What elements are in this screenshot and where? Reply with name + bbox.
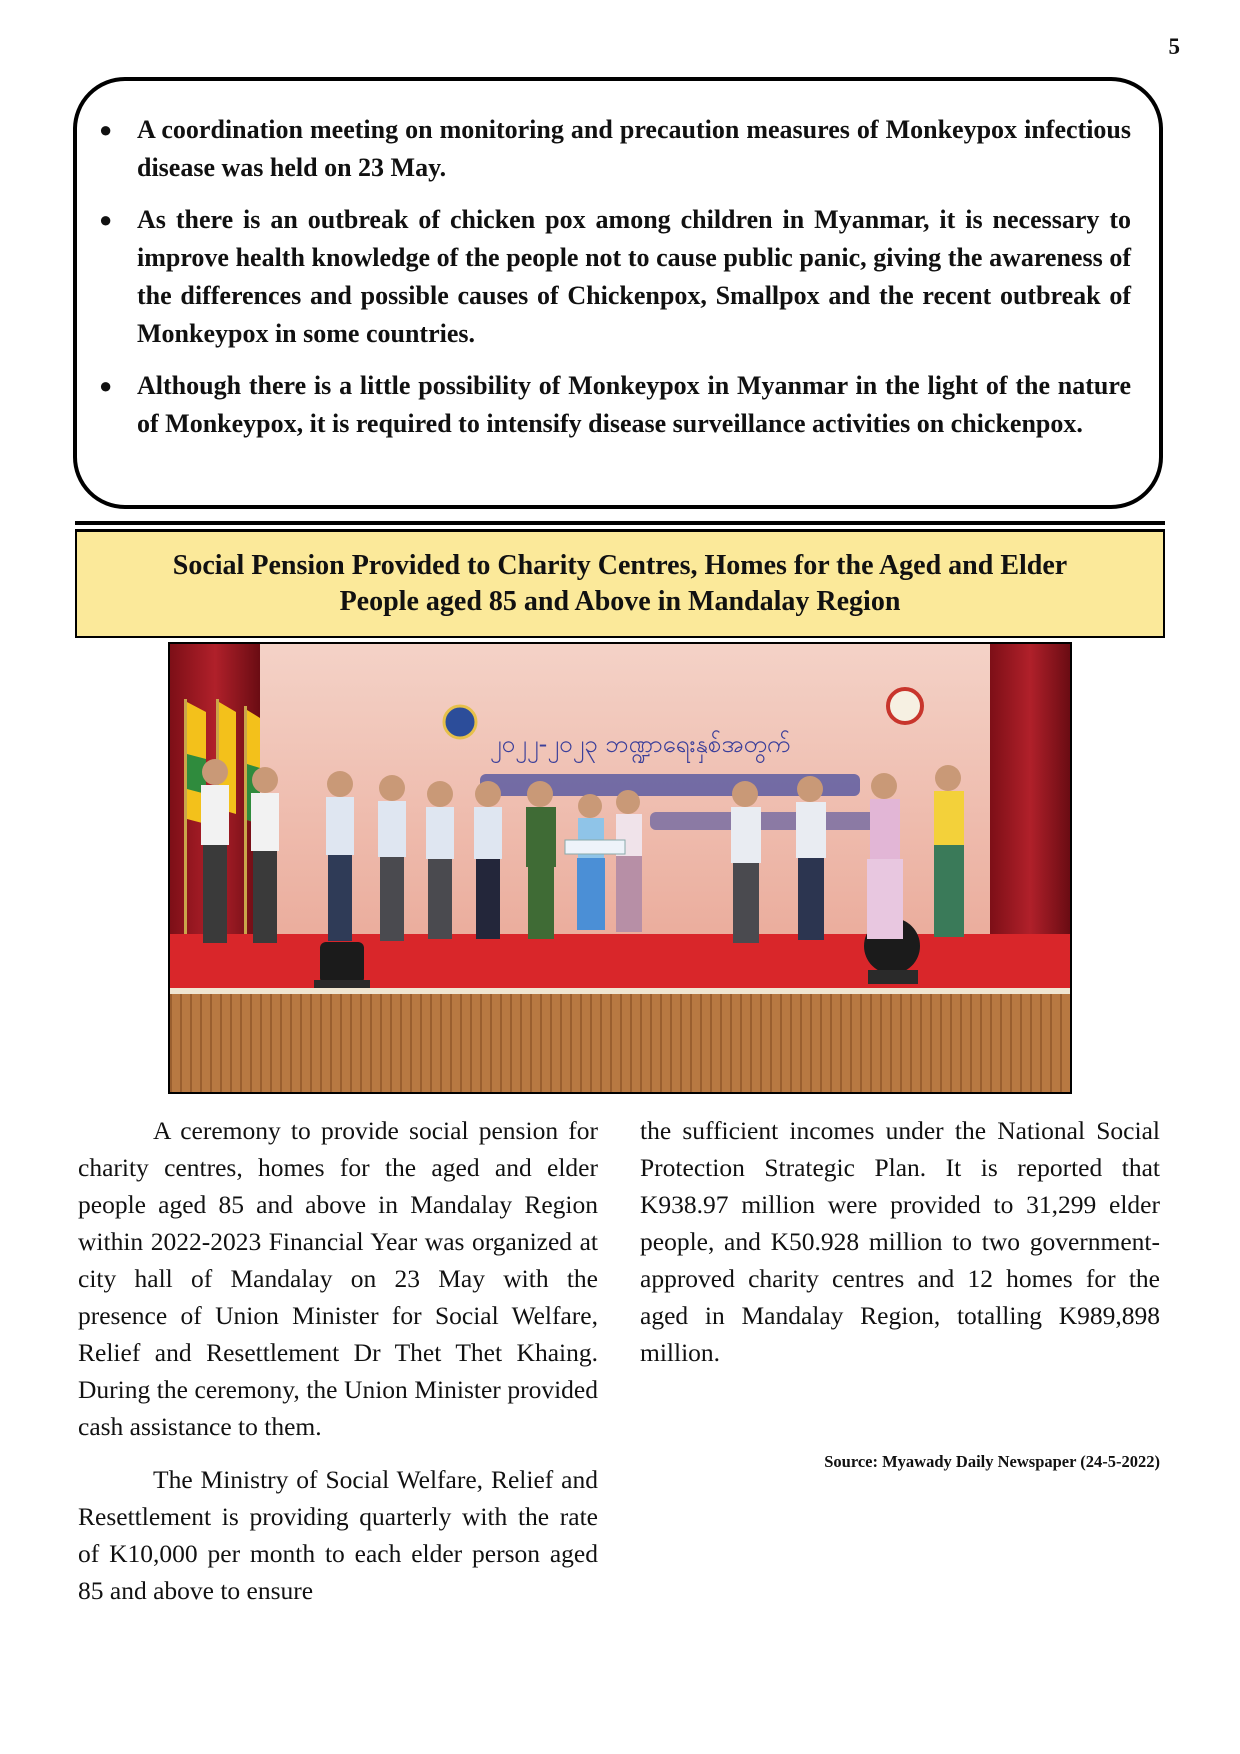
ministry-emblem-icon <box>444 706 476 738</box>
article-column-left <box>78 1112 598 1609</box>
divider-thick <box>75 521 1165 525</box>
heading-line-1: Social Pension Provided to Charity Centres, Homes for the Aged and Elder <box>172 550 1068 581</box>
right-curtain <box>990 644 1070 984</box>
bullet-text: As there is an outbreak of chicken pox among children in Myanmar, it is necessary to improve health knowledge of the people not to cause public panic, giving the awareness of the differences and possible causes of Chickenpox, Smallpox and the recent outbreak of Monkeypox in some countries. <box>137 205 1131 348</box>
bullet-list <box>99 111 1131 443</box>
stage-front <box>170 994 1070 1092</box>
cash-assistance-board <box>565 840 625 854</box>
bullet-dot-icon: ● <box>99 373 113 398</box>
article-column-right <box>640 1112 1160 1371</box>
article-paragraph-3: the sufficient incomes under the National Social Protection Strategic Plan. It is reported that K938.97 million were provided to 31,299 elder people, and K50.928 million to two government-approved charity centres and 12 homes for the aged in Mandalay Region, totalling K989,898 million. <box>640 1116 1160 1367</box>
ceremony-photo-illustration <box>170 644 1070 1092</box>
bullet-dot-icon: ● <box>99 117 113 142</box>
bullet-item <box>99 201 1131 353</box>
article-paragraph-1: A ceremony to provide social pension for charity centres, homes for the aged and elder people aged 85 and above in Mandalay Region within 2022-2023 Financial Year was organized at city hall of Mandalay on 23 May with the presence of Union Minister for Social Welfare, Relief and Resettlement Dr Thet Thet Khaing. During the ceremony, the Union Minister provided cash assistance to them. <box>78 1116 598 1441</box>
bullet-item <box>99 367 1131 443</box>
bullet-text: Although there is a little possibility of Monkeypox in Myanmar in the light of the nature of Monkeypox, it is required to intensify disease surveillance activities on chickenpox. <box>137 371 1131 438</box>
backdrop-banner-line <box>650 812 880 830</box>
article-paragraph-2: The Ministry of Social Welfare, Relief and Resettlement is providing quarterly with the rate of K10,000 per month to each elder person aged 85 and above to ensure <box>78 1465 598 1605</box>
bullet-box <box>73 77 1163 509</box>
stage-edge <box>170 988 1070 994</box>
backdrop-banner-text: ၂၀၂၂-၂၀၂၃ ဘဏ္ဍာရေးနှစ်အတွက် <box>489 730 791 758</box>
stage-spotlight-left <box>314 942 370 988</box>
bullet-text: A coordination meeting on monitoring and precaution measures of Monkeypox infectious disease was held on 23 May. <box>137 115 1131 182</box>
source-citation: Source: Myawady Daily Newspaper (24-5-2022) <box>824 1452 1160 1471</box>
article-heading <box>75 530 1165 638</box>
bullet-item <box>99 111 1131 187</box>
ministry-logo-icon <box>888 689 922 723</box>
stage-floor <box>170 934 1070 992</box>
heading-line-2: People aged 85 and Above in Mandalay Region <box>339 586 901 617</box>
bullet-dot-icon: ● <box>99 207 113 232</box>
page-number: 5 <box>1168 34 1180 59</box>
ceremony-photo <box>168 642 1072 1094</box>
